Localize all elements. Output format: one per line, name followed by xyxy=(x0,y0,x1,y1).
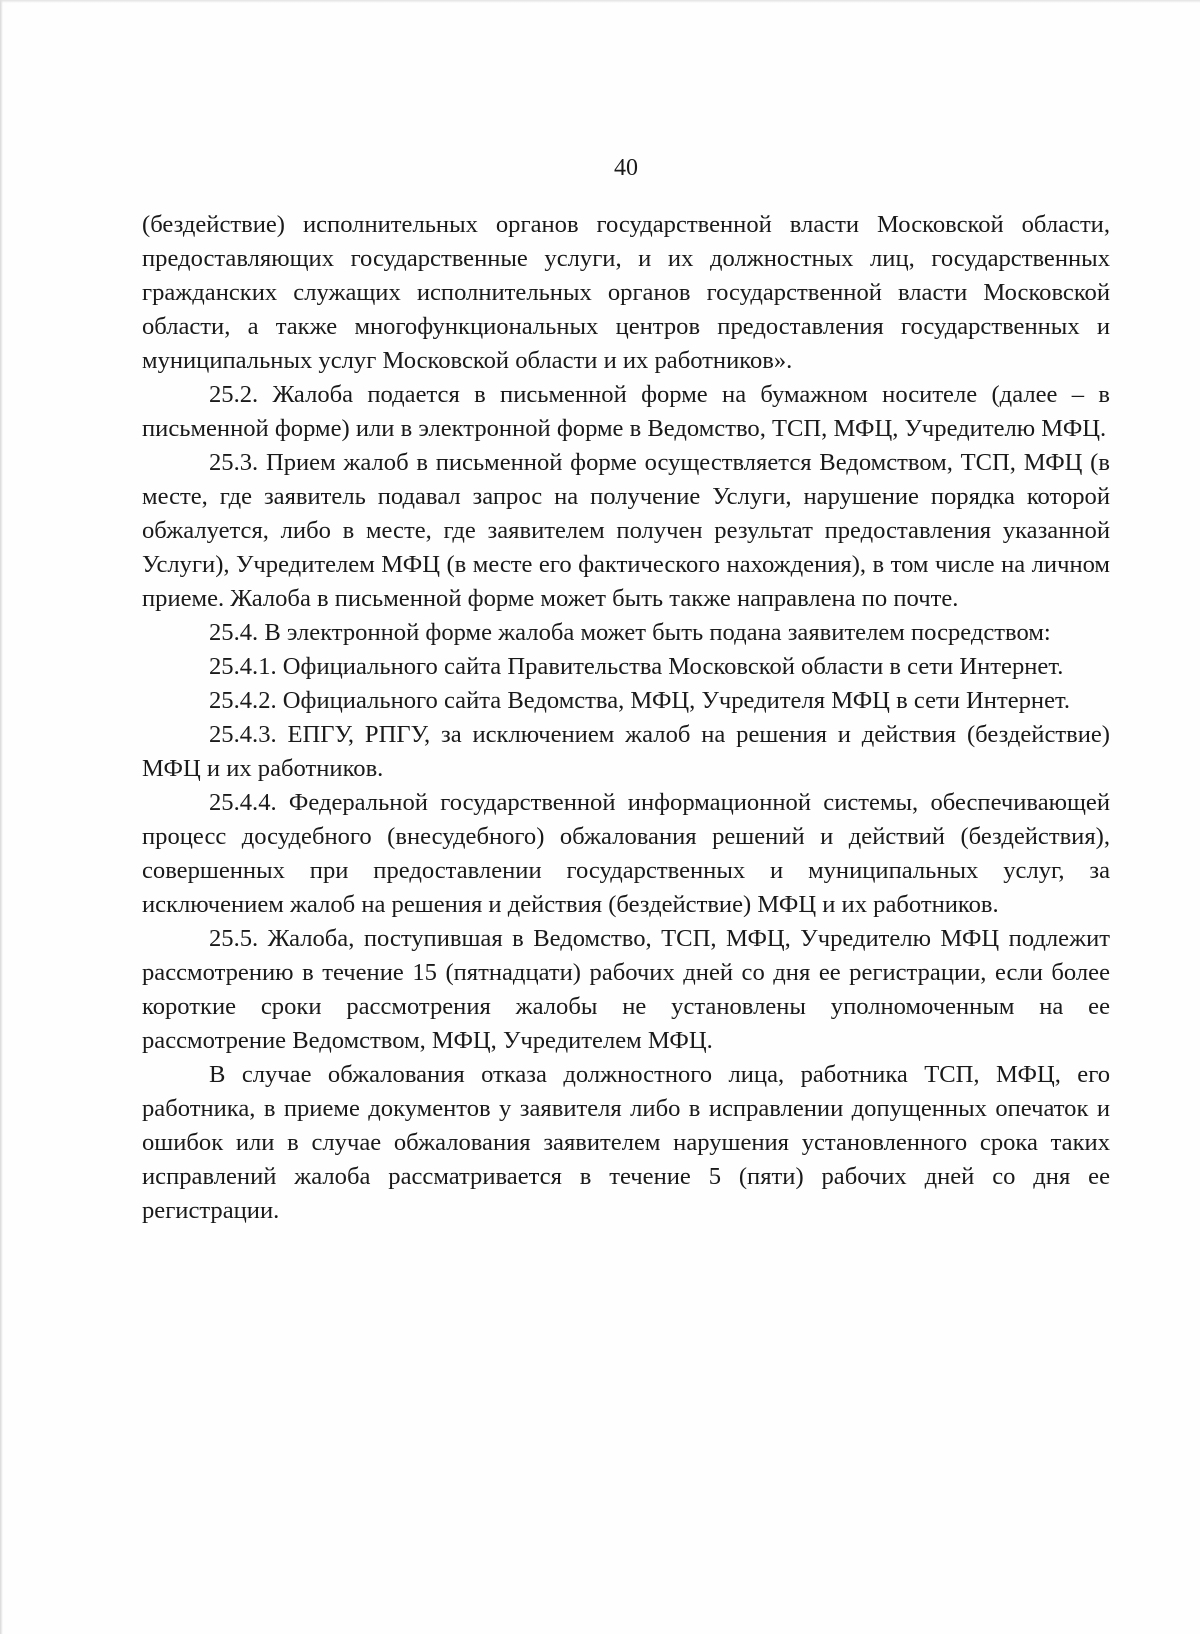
paragraph-25-5-second: В случае обжалования отказа должностного лица, работника ТСП, МФЦ, его работника, в приеме документов у заявителя либо в исправлении допущенных опечаток и ошибок или в случае обжалования заявителем нарушения установленного срока таких исправлений жалоба рассматривается в течение 5 (пяти) рабочих дней со дня ее регистрации. xyxy=(142,1061,1110,1224)
paragraph-25-4-2: 25.4.2. Официального сайта Ведомства, МФЦ, Учредителя МФЦ в сети Интернет. xyxy=(209,687,1071,714)
paragraph-25-4: 25.4. В электронной форме жалоба может быть подана заявителем посредством: xyxy=(209,619,1051,646)
document-body xyxy=(142,208,1110,1228)
paragraph-25-5: 25.5. Жалоба, поступившая в Ведомство, ТСП, МФЦ, Учредителю МФЦ подлежит рассмотрению в течение 15 (пятнадцати) рабочих дней со дня ее регистрации, если более короткие сроки рассмотрения жалобы не установлены уполномоченным на ее рассмотрение Ведомством, МФЦ, Учредителем МФЦ. xyxy=(142,925,1110,1054)
paragraph-25-4-3: 25.4.3. ЕПГУ, РПГУ, за исключением жалоб на решения и действия (бездействие) МФЦ и их работников. xyxy=(142,721,1110,782)
scan-edge xyxy=(0,0,3,1634)
paragraph-25-3: 25.3. Прием жалоб в письменной форме осуществляется Ведомством, ТСП, МФЦ (в месте, где заявитель подавал запрос на получение Услуги, нарушение порядка которой обжалуется, либо в месте, где заявителем получен результат предоставления указанной Услуги), Учредителем МФЦ (в месте его фактического нахождения), в том числе на личном приеме. Жалоба в письменной форме может быть также направлена по почте. xyxy=(142,449,1110,612)
paragraph-25-4-4: 25.4.4. Федеральной государственной информационной системы, обеспечивающей процесс досудебного (внесудебного) обжалования решений и действий (бездействия), совершенных при предоставлении государственных и муниципальных услуг, за исключением жалоб на решения и действия (бездействие) МФЦ и их работников. xyxy=(142,789,1110,918)
page-number: 40 xyxy=(614,155,638,181)
paragraph-25-4-1: 25.4.1. Официального сайта Правительства Московской области в сети Интернет. xyxy=(209,653,1064,680)
scan-edge xyxy=(0,0,1200,3)
paragraph-continuation: (бездействие) исполнительных органов государственной власти Московской области, предоставляющих государственные услуги, и их должностных лиц, государственных гражданских служащих исполнительных органов государственной власти Московской области, а также многофункциональных центров предоставления государственных и муниципальных услуг Московской области и их работников». xyxy=(142,211,1110,374)
paragraph-25-2: 25.2. Жалоба подается в письменной форме на бумажном носителе (далее – в письменной форме) или в электронной форме в Ведомство, ТСП, МФЦ, Учредителю МФЦ. xyxy=(142,381,1110,442)
